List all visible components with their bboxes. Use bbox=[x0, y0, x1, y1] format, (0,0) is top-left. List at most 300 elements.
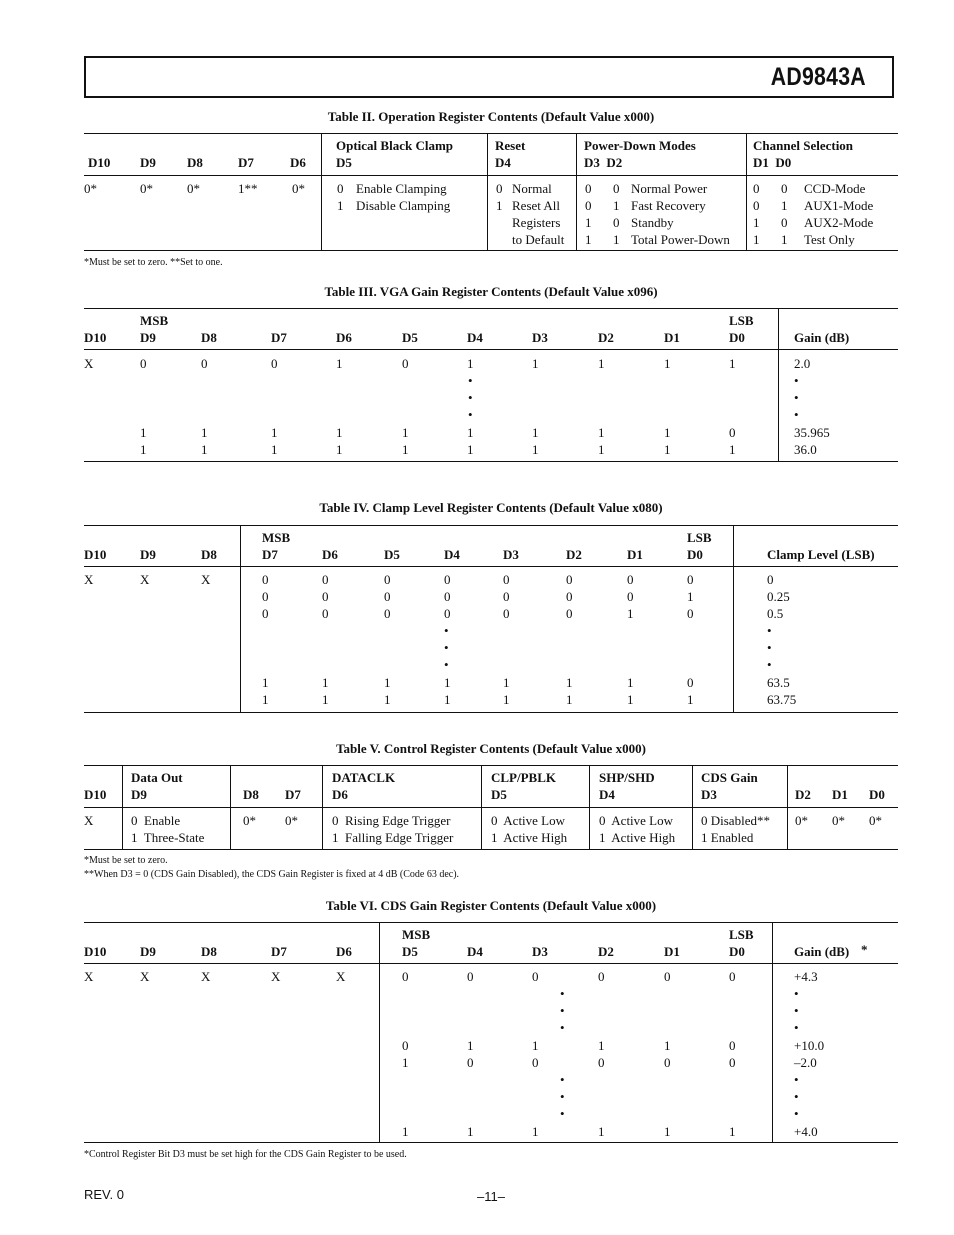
t3-header: D1 bbox=[664, 330, 680, 345]
t4-cell: 0 bbox=[627, 572, 634, 587]
t4-header: D10 bbox=[84, 547, 107, 562]
t2-header-d10: D10 bbox=[88, 155, 111, 170]
t3-cell: 1 bbox=[402, 425, 409, 440]
t3-cell: 2.0 bbox=[794, 356, 811, 371]
ellipsis-dot: • bbox=[560, 1106, 565, 1121]
t2-ch-label: CCD-Mode bbox=[804, 181, 866, 196]
t5-cell-d5: 0 Active Low bbox=[491, 813, 566, 828]
t5-header-shp: SHP/SHD bbox=[599, 770, 655, 785]
t6-header: D1 bbox=[664, 944, 680, 959]
t5-cell-d9: 0 Enable bbox=[131, 813, 181, 828]
t5-header-d6: D6 bbox=[332, 787, 348, 802]
table3-divider bbox=[778, 308, 779, 461]
t5-cell-d6: 0 Rising Edge Trigger bbox=[332, 813, 451, 828]
t4-cell: 1 bbox=[566, 675, 573, 690]
t4-cell-fixed: X bbox=[201, 572, 211, 587]
ellipsis-dot: • bbox=[468, 390, 473, 405]
t6-header: D4 bbox=[467, 944, 483, 959]
t6-cell: 1 bbox=[664, 1038, 671, 1053]
t4-cell: 0 bbox=[384, 589, 391, 604]
t5-cell-d10: X bbox=[84, 813, 94, 828]
t4-cell: 63.5 bbox=[767, 675, 790, 690]
t2-header-d9: D9 bbox=[140, 155, 156, 170]
t6-header: D9 bbox=[140, 944, 156, 959]
table4-top-rule bbox=[84, 525, 898, 526]
t5-cell-d6: 1 Falling Edge Trigger bbox=[332, 830, 454, 845]
t3-cell: 1 bbox=[140, 425, 147, 440]
t4-cell: 1 bbox=[566, 692, 573, 707]
t2-pd-bit: 1 bbox=[585, 215, 592, 230]
t2-cell-d9: 0* bbox=[140, 181, 153, 196]
t6-header: D8 bbox=[201, 944, 217, 959]
t2-header-d7: D7 bbox=[238, 155, 254, 170]
t5-header-d9: D9 bbox=[131, 787, 147, 802]
t2-pd-label: Standby bbox=[631, 215, 674, 230]
t5-header-d5: D5 bbox=[491, 787, 507, 802]
t3-header: D5 bbox=[402, 330, 418, 345]
t2-pd-bit: 0 bbox=[613, 181, 620, 196]
table3-header-rule bbox=[84, 349, 898, 350]
table2-divider bbox=[321, 133, 322, 250]
t3-cell: 0 bbox=[271, 356, 278, 371]
t5-cell-d1: 0* bbox=[832, 813, 845, 828]
t4-cell: 1 bbox=[262, 692, 269, 707]
t5-header-d8: D8 bbox=[243, 787, 259, 802]
t2-header-reset-bit: D4 bbox=[495, 155, 511, 170]
t2-ch-bit: 1 bbox=[753, 215, 760, 230]
t3-header: Gain (dB) bbox=[794, 330, 850, 345]
t2-reset-label: Normal bbox=[512, 181, 552, 196]
table6-header-rule bbox=[84, 963, 898, 964]
t2-pd-bit: 1 bbox=[613, 232, 620, 247]
t3-cell: 1 bbox=[271, 425, 278, 440]
ellipsis-dot: • bbox=[444, 657, 449, 672]
ellipsis-dot: • bbox=[560, 1020, 565, 1035]
t3-lsb: LSB bbox=[729, 313, 754, 328]
page-number: –11– bbox=[477, 1189, 505, 1204]
t2-ch-bit: 1 bbox=[781, 232, 788, 247]
t3-cell: 1 bbox=[402, 442, 409, 457]
t2-header-pd-title: Power-Down Modes bbox=[584, 138, 696, 153]
t5-cell-d8: 0* bbox=[243, 813, 256, 828]
t4-cell: 1 bbox=[627, 692, 634, 707]
t3-cell: 1 bbox=[729, 442, 736, 457]
table5-divider bbox=[322, 765, 323, 849]
t2-cell-d8: 0* bbox=[187, 181, 200, 196]
t4-cell: 0 bbox=[566, 572, 573, 587]
t6-cell: 1 bbox=[532, 1038, 539, 1053]
t6-cell: 0 bbox=[532, 1055, 539, 1070]
t2-ch-bit: 1 bbox=[781, 198, 788, 213]
t6-footnote: *Control Register Bit D3 must be set high for the CDS Gain Register to be used. bbox=[84, 1149, 407, 1160]
t4-cell: 0 bbox=[322, 589, 329, 604]
t3-cell: 1 bbox=[467, 425, 474, 440]
t4-cell: 0 bbox=[262, 606, 269, 621]
t6-cell: 1 bbox=[664, 1124, 671, 1139]
t4-cell: 0 bbox=[444, 606, 451, 621]
ellipsis-dot: • bbox=[794, 1072, 799, 1087]
t2-header-clamp-bit: D5 bbox=[336, 155, 352, 170]
table4-title: Table IV. Clamp Level Register Contents (Default Value x080) bbox=[319, 500, 663, 515]
t6-cell: 1 bbox=[467, 1124, 474, 1139]
t2-cell-d7: 1** bbox=[238, 181, 258, 196]
t6-cell-fixed: X bbox=[84, 969, 94, 984]
t3-cell: 1 bbox=[336, 442, 343, 457]
t3-cell: 1 bbox=[336, 356, 343, 371]
t2-clamp-code: 1 bbox=[337, 198, 344, 213]
t5-cell-d4: 0 Active Low bbox=[599, 813, 674, 828]
t6-cell: 1 bbox=[729, 1124, 736, 1139]
t5-header-dataout: Data Out bbox=[131, 770, 183, 785]
ellipsis-dot: • bbox=[468, 407, 473, 422]
t3-header: D0 bbox=[729, 330, 745, 345]
t4-cell: 1 bbox=[384, 692, 391, 707]
ellipsis-dot: • bbox=[794, 390, 799, 405]
t2-header-clamp-title: Optical Black Clamp bbox=[336, 138, 454, 153]
t3-cell: 1 bbox=[467, 356, 474, 371]
table5-header-rule bbox=[84, 807, 898, 808]
t2-cell-d10: 0* bbox=[84, 181, 97, 196]
table5-top-rule bbox=[84, 765, 898, 766]
t5-cell-d0: 0* bbox=[869, 813, 882, 828]
t2-ch-label: AUX2-Mode bbox=[804, 215, 874, 230]
t4-header: Clamp Level (LSB) bbox=[767, 547, 875, 562]
t6-cell: 0 bbox=[729, 1055, 736, 1070]
t3-header: D8 bbox=[201, 330, 217, 345]
t2-header-reset-title: Reset bbox=[495, 138, 526, 153]
table6-bottom-rule bbox=[84, 1142, 898, 1143]
t4-cell: 0 bbox=[687, 606, 694, 621]
t5-cell-d3: 1 Enabled bbox=[701, 830, 754, 845]
t4-cell: 1 bbox=[384, 675, 391, 690]
t4-header: D4 bbox=[444, 547, 460, 562]
table5-divider bbox=[122, 765, 123, 849]
t5-header-cds: CDS Gain bbox=[701, 770, 758, 785]
t4-cell: 0.5 bbox=[767, 606, 784, 621]
t5-header-d7: D7 bbox=[285, 787, 301, 802]
t6-header: D7 bbox=[271, 944, 287, 959]
t4-cell: 0 bbox=[627, 589, 634, 604]
table2-title: Table II. Operation Register Contents (Default Value x000) bbox=[327, 109, 655, 124]
t2-reset-label: Registers bbox=[512, 215, 561, 230]
ellipsis-dot: • bbox=[560, 1003, 565, 1018]
ellipsis-dot: • bbox=[794, 1106, 799, 1121]
t2-pd-bit: 1 bbox=[585, 232, 592, 247]
t5-header-d10: D10 bbox=[84, 787, 107, 802]
t4-header: D2 bbox=[566, 547, 582, 562]
t3-cell: 1 bbox=[467, 442, 474, 457]
t4-cell: 1 bbox=[687, 589, 694, 604]
t2-ch-bit: 1 bbox=[753, 232, 760, 247]
t3-cell: 1 bbox=[664, 356, 671, 371]
t2-header-d8: D8 bbox=[187, 155, 203, 170]
t6-cell: 0 bbox=[729, 969, 736, 984]
ellipsis-dot: • bbox=[468, 373, 473, 388]
t2-pd-label: Total Power-Down bbox=[631, 232, 730, 247]
t4-cell: 63.75 bbox=[767, 692, 797, 707]
t3-cell: 1 bbox=[532, 425, 539, 440]
t4-cell: 0 bbox=[384, 572, 391, 587]
t3-cell: 0 bbox=[729, 425, 736, 440]
t2-ch-bit: 0 bbox=[781, 181, 788, 196]
ellipsis-dot: • bbox=[794, 986, 799, 1001]
t5-header-dataclk: DATACLK bbox=[332, 770, 396, 785]
t6-cell: 0 bbox=[598, 1055, 605, 1070]
t4-cell: 1 bbox=[503, 692, 510, 707]
part-number: AD9843A bbox=[770, 63, 866, 91]
ellipsis-dot: • bbox=[767, 657, 772, 672]
t5-cell-d4: 1 Active High bbox=[599, 830, 676, 845]
t4-lsb: LSB bbox=[687, 530, 712, 545]
table5-divider bbox=[589, 765, 590, 849]
table2-divider bbox=[576, 133, 577, 250]
table5-divider bbox=[787, 765, 788, 849]
ellipsis-dot: • bbox=[444, 640, 449, 655]
t6-cell-fixed: X bbox=[336, 969, 346, 984]
t3-cell: 1 bbox=[532, 442, 539, 457]
t5-header-d3: D3 bbox=[701, 787, 717, 802]
t4-cell: 0 bbox=[322, 606, 329, 621]
t5-header-d4: D4 bbox=[599, 787, 615, 802]
ellipsis-dot: • bbox=[444, 623, 449, 638]
t4-cell: 0 bbox=[262, 589, 269, 604]
t2-header-pd-bits: D3 D2 bbox=[584, 155, 623, 170]
t6-cell: 0 bbox=[664, 1055, 671, 1070]
t2-footnote: *Must be set to zero. **Set to one. bbox=[84, 257, 223, 268]
t2-header-ch-bits: D1 D0 bbox=[753, 155, 792, 170]
t2-pd-bit: 0 bbox=[585, 198, 592, 213]
t6-cell: 1 bbox=[402, 1055, 409, 1070]
t4-cell: 0 bbox=[384, 606, 391, 621]
t2-ch-label: Test Only bbox=[804, 232, 855, 247]
table5-divider bbox=[692, 765, 693, 849]
t4-cell: 0 bbox=[503, 572, 510, 587]
t2-pd-label: Normal Power bbox=[631, 181, 708, 196]
t5-cell-d9: 1 Three-State bbox=[131, 830, 205, 845]
t6-header: D10 bbox=[84, 944, 107, 959]
t6-header: D6 bbox=[336, 944, 352, 959]
t2-pd-bit: 0 bbox=[585, 181, 592, 196]
t6-cell: –2.0 bbox=[794, 1055, 817, 1070]
t4-header: D6 bbox=[322, 547, 338, 562]
t6-cell: 0 bbox=[598, 969, 605, 984]
t3-cell: 1 bbox=[664, 425, 671, 440]
t6-cell: 1 bbox=[467, 1038, 474, 1053]
t3-cell: 1 bbox=[140, 442, 147, 457]
t3-cell: 1 bbox=[729, 356, 736, 371]
t6-cell: 0 bbox=[402, 1038, 409, 1053]
table4-header-rule bbox=[84, 566, 898, 567]
table5-divider bbox=[481, 765, 482, 849]
table5-divider bbox=[230, 765, 231, 849]
ellipsis-dot: • bbox=[560, 986, 565, 1001]
t6-cell: 0 bbox=[729, 1038, 736, 1053]
t6-cell-fixed: X bbox=[140, 969, 150, 984]
t3-cell-d10: X bbox=[84, 356, 94, 371]
t2-cell-d6: 0* bbox=[292, 181, 305, 196]
t6-cell: 1 bbox=[598, 1038, 605, 1053]
t6-cell-fixed: X bbox=[201, 969, 211, 984]
ellipsis-dot: • bbox=[560, 1072, 565, 1087]
t3-header: D4 bbox=[467, 330, 483, 345]
t5-header-clp: CLP/PBLK bbox=[491, 770, 557, 785]
t2-ch-bit: 0 bbox=[753, 181, 760, 196]
t4-cell: 1 bbox=[503, 675, 510, 690]
t4-cell: 0.25 bbox=[767, 589, 790, 604]
t2-pd-bit: 0 bbox=[613, 215, 620, 230]
t2-header-d6: D6 bbox=[290, 155, 306, 170]
table2-top-rule bbox=[84, 133, 898, 134]
t2-reset-code: 0 bbox=[496, 181, 503, 196]
t3-header: D7 bbox=[271, 330, 287, 345]
t4-cell: 1 bbox=[444, 675, 451, 690]
t6-cell: +4.0 bbox=[794, 1124, 818, 1139]
t3-cell: 1 bbox=[664, 442, 671, 457]
t6-cell: 0 bbox=[467, 969, 474, 984]
t4-header: D5 bbox=[384, 547, 400, 562]
t6-cell: 1 bbox=[402, 1124, 409, 1139]
page-header-box bbox=[84, 56, 894, 98]
t5-header-d0: D0 bbox=[869, 787, 885, 802]
t3-cell: 1 bbox=[336, 425, 343, 440]
t4-cell: 0 bbox=[503, 606, 510, 621]
t3-cell: 1 bbox=[532, 356, 539, 371]
t4-header: D1 bbox=[627, 547, 643, 562]
ellipsis-dot: • bbox=[794, 1020, 799, 1035]
t3-header: D10 bbox=[84, 330, 107, 345]
t4-cell: 0 bbox=[322, 572, 329, 587]
t3-cell: 1 bbox=[598, 356, 605, 371]
t4-cell: 1 bbox=[444, 692, 451, 707]
t5-cell-d3: 0 Disabled** bbox=[701, 813, 770, 828]
table3-bottom-rule bbox=[84, 461, 898, 462]
t3-header: D6 bbox=[336, 330, 352, 345]
t5-header-d2: D2 bbox=[795, 787, 811, 802]
t6-cell: +10.0 bbox=[794, 1038, 825, 1053]
t6-header-asterisk: * bbox=[861, 942, 868, 957]
t6-header: D3 bbox=[532, 944, 548, 959]
t4-cell: 1 bbox=[627, 606, 634, 621]
t2-reset-label: to Default bbox=[512, 232, 565, 247]
t6-cell-fixed: X bbox=[271, 969, 281, 984]
t4-cell: 1 bbox=[322, 675, 329, 690]
t3-cell: 1 bbox=[271, 442, 278, 457]
table6-divider bbox=[772, 922, 773, 1142]
t2-ch-label: AUX1-Mode bbox=[804, 198, 874, 213]
t4-header: D3 bbox=[503, 547, 519, 562]
table6-divider bbox=[379, 922, 380, 1142]
table4-divider bbox=[733, 525, 734, 712]
t3-cell: 0 bbox=[140, 356, 147, 371]
t2-reset-code: 1 bbox=[496, 198, 503, 213]
t6-cell: 1 bbox=[532, 1124, 539, 1139]
t5-cell-d2: 0* bbox=[795, 813, 808, 828]
table6-top-rule bbox=[84, 922, 898, 923]
t4-header: D8 bbox=[201, 547, 217, 562]
t3-msb: MSB bbox=[140, 313, 169, 328]
table4-bottom-rule bbox=[84, 712, 898, 713]
t6-header: D5 bbox=[402, 944, 418, 959]
t4-cell-fixed: X bbox=[140, 572, 150, 587]
table2-divider bbox=[746, 133, 747, 250]
table2-divider bbox=[487, 133, 488, 250]
t6-cell: 0 bbox=[402, 969, 409, 984]
t3-header: D3 bbox=[532, 330, 548, 345]
table5-bottom-rule bbox=[84, 849, 898, 850]
t4-header: D7 bbox=[262, 547, 278, 562]
t6-cell: +4.3 bbox=[794, 969, 818, 984]
revision-label: REV. 0 bbox=[84, 1187, 124, 1202]
t2-reset-label: Reset All bbox=[512, 198, 561, 213]
t4-cell: 0 bbox=[262, 572, 269, 587]
t6-msb: MSB bbox=[402, 927, 431, 942]
table4-divider bbox=[240, 525, 241, 712]
table3-top-rule bbox=[84, 308, 898, 309]
t4-cell: 1 bbox=[262, 675, 269, 690]
t2-header-ch-title: Channel Selection bbox=[753, 138, 854, 153]
t4-cell: 0 bbox=[687, 572, 694, 587]
t4-cell: 0 bbox=[503, 589, 510, 604]
t6-header: Gain (dB) bbox=[794, 944, 850, 959]
ellipsis-dot: • bbox=[794, 373, 799, 388]
t4-cell: 1 bbox=[322, 692, 329, 707]
t5-cell-d5: 1 Active High bbox=[491, 830, 568, 845]
t3-header: D9 bbox=[140, 330, 156, 345]
t2-pd-bit: 1 bbox=[613, 198, 620, 213]
t2-ch-bit: 0 bbox=[753, 198, 760, 213]
t2-clamp-code: 0 bbox=[337, 181, 344, 196]
table2-bottom-rule bbox=[84, 250, 898, 251]
t6-cell: 1 bbox=[598, 1124, 605, 1139]
t5-footnote: **When D3 = 0 (CDS Gain Disabled), the CDS Gain Register is fixed at 4 dB (Code 63 dec). bbox=[84, 869, 460, 880]
t4-msb: MSB bbox=[262, 530, 291, 545]
t3-cell: 1 bbox=[201, 425, 208, 440]
t4-cell: 0 bbox=[687, 675, 694, 690]
t3-header: D2 bbox=[598, 330, 614, 345]
table3-title: Table III. VGA Gain Register Contents (Default Value x096) bbox=[324, 284, 658, 299]
t6-cell: 0 bbox=[467, 1055, 474, 1070]
t4-cell: 1 bbox=[627, 675, 634, 690]
t2-clamp-label: Disable Clamping bbox=[356, 198, 451, 213]
t3-cell: 1 bbox=[598, 425, 605, 440]
t3-cell: 0 bbox=[402, 356, 409, 371]
t4-header: D0 bbox=[687, 547, 703, 562]
t4-cell: 0 bbox=[767, 572, 774, 587]
t5-header-d1: D1 bbox=[832, 787, 848, 802]
t6-cell: 0 bbox=[532, 969, 539, 984]
t4-cell: 0 bbox=[566, 606, 573, 621]
t2-clamp-label: Enable Clamping bbox=[356, 181, 447, 196]
ellipsis-dot: • bbox=[767, 640, 772, 655]
t3-cell: 0 bbox=[201, 356, 208, 371]
ellipsis-dot: • bbox=[794, 407, 799, 422]
t4-cell: 0 bbox=[566, 589, 573, 604]
t5-cell-d7: 0* bbox=[285, 813, 298, 828]
t3-cell: 35.965 bbox=[794, 425, 830, 440]
ellipsis-dot: • bbox=[794, 1089, 799, 1104]
t4-cell-fixed: X bbox=[84, 572, 94, 587]
t4-cell: 0 bbox=[444, 589, 451, 604]
t5-footnote: *Must be set to zero. bbox=[84, 855, 168, 866]
t2-pd-label: Fast Recovery bbox=[631, 198, 706, 213]
ellipsis-dot: • bbox=[560, 1089, 565, 1104]
t4-cell: 0 bbox=[444, 572, 451, 587]
table2-header-rule bbox=[84, 175, 898, 176]
table5-title: Table V. Control Register Contents (Default Value x000) bbox=[336, 741, 646, 756]
t2-ch-bit: 0 bbox=[781, 215, 788, 230]
t4-header: D9 bbox=[140, 547, 156, 562]
t6-header: D0 bbox=[729, 944, 745, 959]
